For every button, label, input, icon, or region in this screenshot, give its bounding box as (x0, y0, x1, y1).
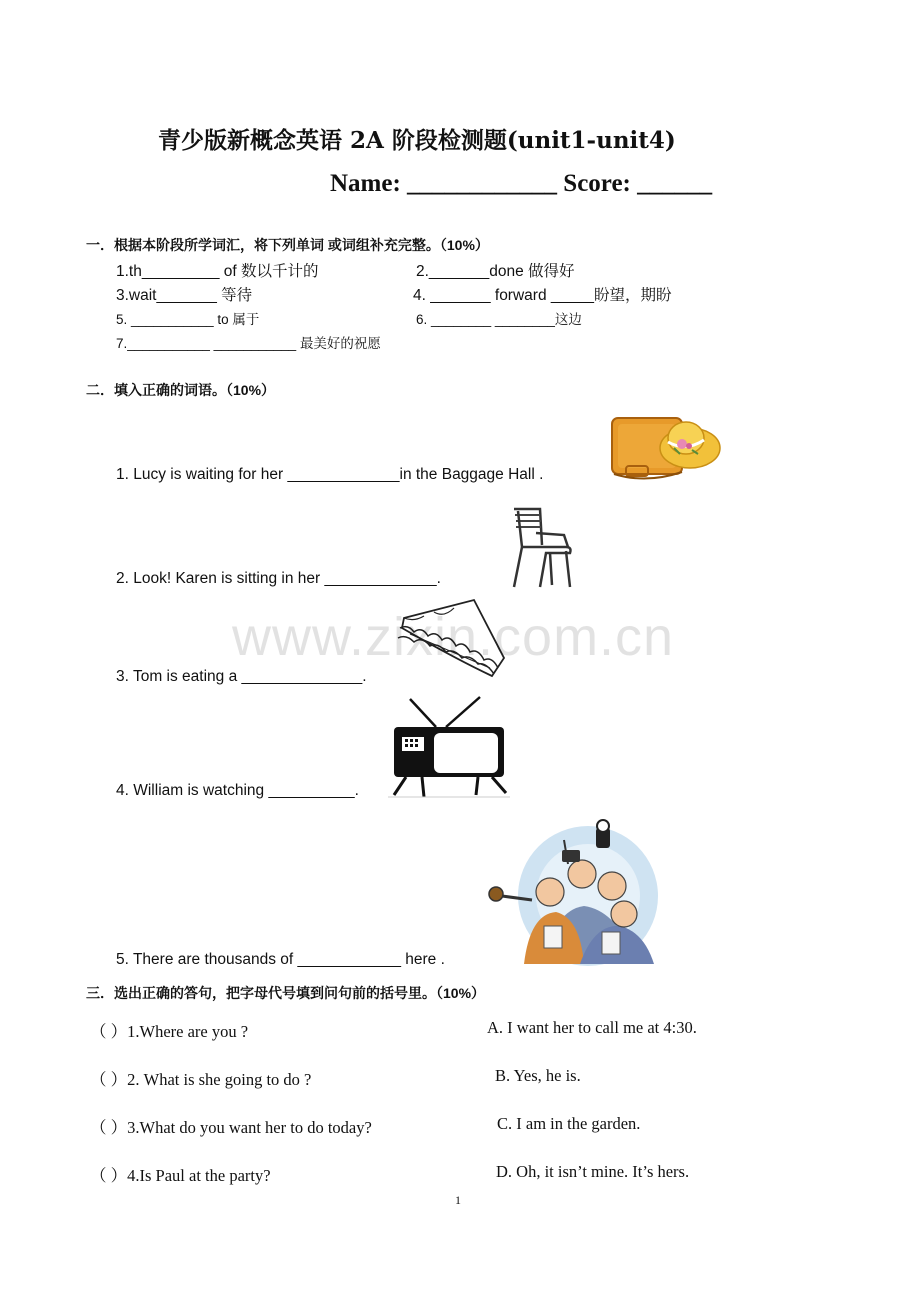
reporters-picture (484, 814, 666, 968)
question-3: （ ）3.What do you want her to do today? (90, 1118, 372, 1137)
page-number: 1 (455, 1193, 461, 1207)
answer-b: B. Yes, he is. (495, 1066, 581, 1085)
fill-item-5: 5. There are thousands of ____________ here . (116, 951, 445, 968)
vocab-item-5: 5. ___________ to 属于 (116, 312, 260, 327)
page-title: 青少版新概念英语 2A 阶段检测题(unit1-unit4) (158, 127, 676, 154)
vocab-item-4: 4. _______ forward _____盼望，期盼 (413, 287, 672, 304)
fill-item-1: 1. Lucy is waiting for her _____________in the Baggage Hall . (116, 466, 544, 483)
fill-item-4: 4. William is watching __________. (116, 782, 359, 799)
vocab-item-3: 3.wait_______ 等待 (116, 287, 253, 304)
answer-a: A. I want her to call me at 4:30. (487, 1018, 697, 1037)
vocab-item-2: 2._______done 做得好 (416, 263, 575, 280)
vocab-item-7: 7.___________ ___________ 最美好的祝愿 (116, 336, 381, 351)
question-1: （ ）1.Where are you ? (90, 1022, 249, 1041)
name-score-line: Name: ____________ Score: ______ (330, 170, 713, 197)
question-2: （ ）2. What is she going to do ? (90, 1070, 312, 1089)
fill-item-3: 3. Tom is eating a ______________. (116, 668, 367, 685)
section3-heading: 三．选出正确的答句，把字母代号填到问句前的括号里。（10%） (86, 985, 486, 1001)
section2-heading: 二．填入正确的词语。（10%） (86, 382, 276, 398)
television-picture (388, 695, 510, 801)
chair-picture (506, 505, 576, 589)
vocab-item-1: 1.th_________ of 数以千计的 (116, 263, 319, 280)
vocab-item-6: 6. ________ ________这边 (416, 312, 582, 327)
suitcase-hat-picture (606, 408, 722, 486)
answer-c: C. I am in the garden. (497, 1114, 641, 1133)
section1-heading: 一．根据本阶段所学词汇，将下列单词 或词组补充完整。（10%） (86, 237, 489, 253)
fill-item-2: 2. Look! Karen is sitting in her _____________. (116, 570, 441, 587)
watermark: www.zixin.com.cn (232, 607, 675, 667)
answer-d: D. Oh, it isn’t mine. It’s hers. (496, 1162, 690, 1181)
question-4: （ ）4.Is Paul at the party? (90, 1166, 271, 1185)
